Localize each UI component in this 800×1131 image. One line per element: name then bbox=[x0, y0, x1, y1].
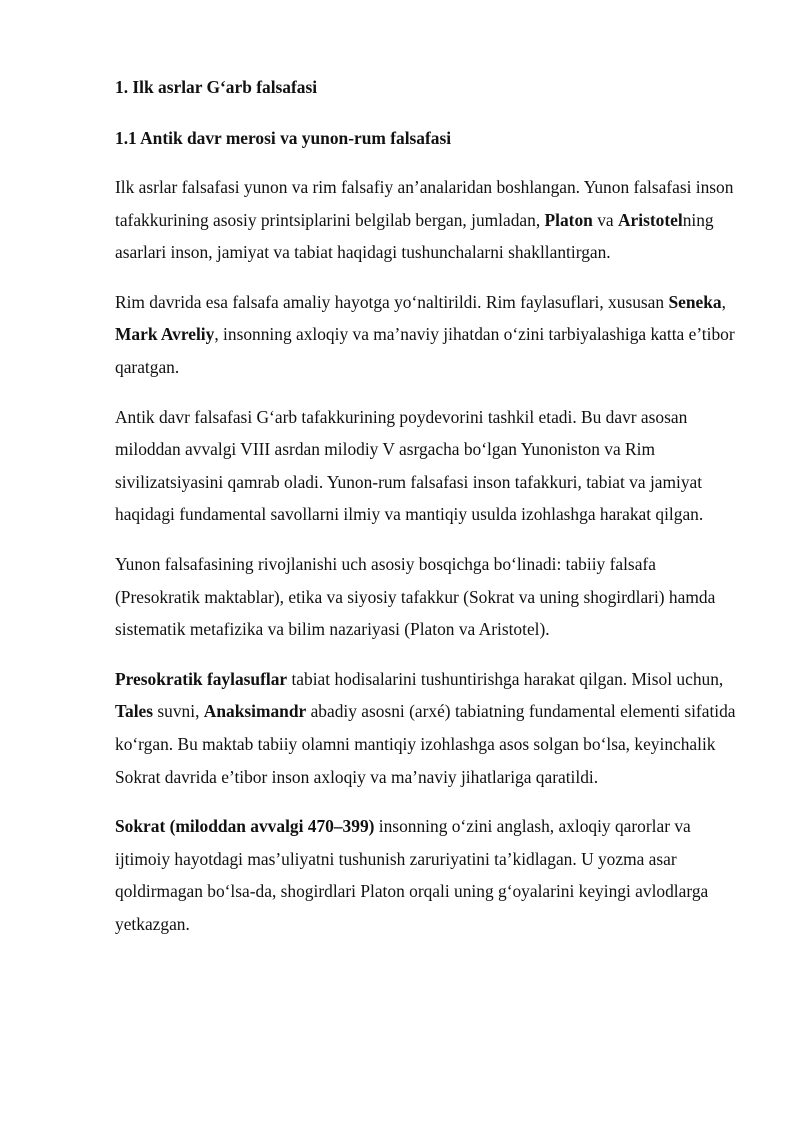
subsection-heading: 1.1 Antik davr merosi va yunon-rum falsafasi bbox=[115, 128, 452, 148]
text-run: insonning o‘zini anglash, axloqiy qarorlar va ijtimoiy hayotdagi mas’uliyatni tushunish zaruriyatini ta’kidlagan. U yozma asar qoldirmagan bo‘lsa-da, shogirdlari Platon orqali uning g‘oyalarini keyingi avlodlarga yetkazgan. bbox=[115, 816, 709, 934]
text-run: , insonning axloqiy va ma’naviy jihatdan o‘zini tarbiyalashiga katta e’tibor qaratgan. bbox=[115, 324, 735, 377]
bold-term-aristotel: Aristotel bbox=[617, 209, 683, 230]
text-run: ning asarlari inson, jamiyat va tabiat haqidagi tushunchalarni shakllantirgan. bbox=[115, 209, 714, 263]
bold-term-seneka: Seneka bbox=[668, 291, 722, 312]
text-run: tabiat hodisalarini tushuntirishga harakat qilgan. Misol uchun, bbox=[287, 668, 724, 689]
bold-term-presokratik: Presokratik faylasuflar bbox=[115, 668, 288, 689]
paragraph-5 bbox=[115, 663, 745, 793]
text-run: Antik davr falsafasi G‘arb tafakkurining poydevorini tashkil etadi. Bu davr asosan miloddan avvalgi VIII asrdan milodiy V asrgacha bo‘lgan Yunoniston va Rim sivilizatsiyasini qamrab oladi. Yunon-rum falsafasi inson tafakkuri, tabiat va jamiyat haqidagi fundamental savollarni ilmiy va mantiqiy usulda izohlashga harakat qilgan. bbox=[115, 406, 704, 525]
paragraph-3 bbox=[115, 401, 745, 531]
bold-term-platon: Platon bbox=[544, 209, 593, 230]
bold-term-mark-avreliy: Mark Avreliy bbox=[115, 324, 215, 345]
section-heading: 1. Ilk asrlar G‘arb falsafasi bbox=[115, 77, 318, 97]
text-run: suvni, bbox=[153, 701, 204, 722]
paragraph-4 bbox=[115, 548, 745, 646]
text-run: abadiy asosni (arxé) tabiatning fundamental elementi sifatida ko‘rgan. Bu maktab tabiiy olamni mantiqiy izohlashga asos solgan bo‘lsa, keyinchalik Sokrat davrida e’tibor inson axloqiy va ma’naviy jihatlariga qaratildi. bbox=[115, 701, 736, 787]
text-run: Yunon falsafasining rivojlanishi uch asosiy bosqichga bo‘linadi: tabiiy falsafa (Presokratik maktablar), etika va siyosiy tafakkur (Sokrat va uning shogirdlari) hamda sistematik metafizika va bilim nazariyasi (Platon va Aristotel). bbox=[115, 553, 716, 640]
paragraph-6 bbox=[115, 810, 745, 940]
document-page bbox=[115, 76, 745, 940]
paragraph-1 bbox=[115, 171, 745, 269]
text-run: Rim davrida esa falsafa amaliy hayotga yo‘naltirildi. Rim faylasuflari, xususan bbox=[115, 291, 669, 312]
paragraph-2 bbox=[115, 286, 745, 384]
text-run: Ilk asrlar falsafasi yunon va rim falsafiy an’analaridan boshlangan. Yunon falsafasi inson tafakkurining asosiy printsiplarini belgilab bergan, jumladan, bbox=[115, 177, 734, 230]
bold-term-anaksimandr: Anaksimandr bbox=[203, 701, 307, 722]
bold-term-sokrat: Sokrat (miloddan avvalgi 470–399) bbox=[115, 816, 375, 837]
bold-term-tales: Tales bbox=[115, 701, 154, 722]
text-run: va bbox=[592, 209, 618, 230]
text-run: , bbox=[721, 291, 726, 312]
